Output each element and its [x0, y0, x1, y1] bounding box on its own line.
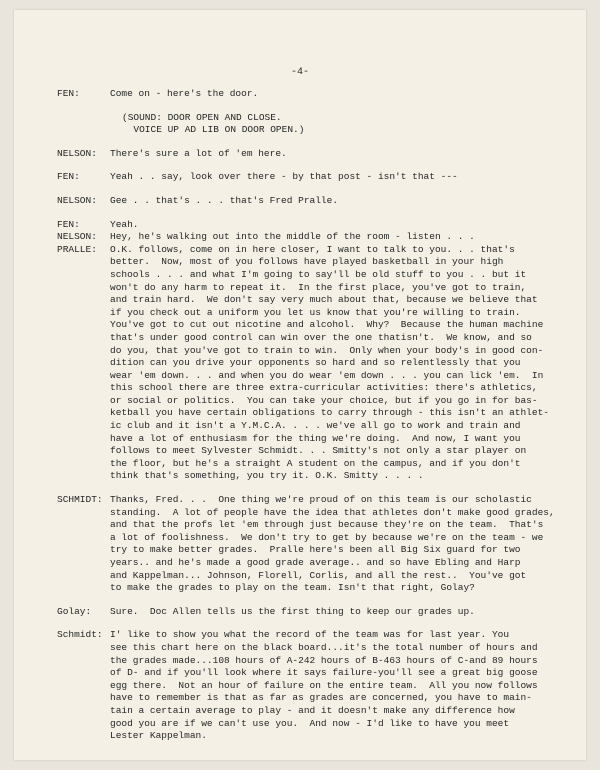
- speaker-name: Schmidt:: [57, 629, 103, 641]
- speaker-name: NELSON:: [57, 231, 97, 243]
- dialogue-line: wear 'em down. . . and when you do wear 'em down . . . you can lick 'em. In: [110, 369, 544, 381]
- dialogue-text: [110, 219, 586, 232]
- dialogue-line: to make the grades to play on the team. Isn't that right, Golay?: [110, 582, 475, 594]
- script-page: [14, 10, 586, 760]
- speaker-name: NELSON:: [57, 147, 97, 159]
- dialogue-line: Come on - here's the door.: [110, 88, 259, 99]
- dialogue-line: Hey, he's walking out into the middle of the room - listen . . .: [110, 231, 475, 243]
- dialogue-text: [110, 494, 586, 595]
- dialogue-line: Yeah . . say, look over there - by that post - isn't that ---: [110, 171, 458, 183]
- page-number: -4-: [290, 67, 309, 78]
- script-body: [14, 88, 586, 754]
- dialogue-line: have to remember is that as far as grades are concerned, you have to main-: [110, 692, 532, 704]
- speaker-name: NELSON:: [57, 194, 97, 206]
- dialogue-text: [110, 195, 586, 208]
- dialogue-text: [110, 231, 586, 244]
- stage-direction: [14, 112, 586, 137]
- dialogue-line: follows to meet Sylvester Schmidt. . . Smitty's not only a star player on: [110, 445, 527, 457]
- dialogue-line: ic club and it isn't a Y.M.C.A. . . . we've all go to work and train and: [110, 420, 521, 432]
- dialogue-block: [14, 219, 586, 232]
- dialogue-line: I' like to show you what the record of the team was for last year. You: [110, 629, 510, 641]
- dialogue-line: that's under good control can win over the one thatisn't. We know, and so: [110, 331, 532, 343]
- dialogue-line: egg there. Not an hour of failure on the entire team. All you now follows: [110, 679, 538, 691]
- dialogue-line: won't do any harm to repeat it. In the first place, you've got to train,: [110, 281, 527, 293]
- speaker-name: SCHMIDT:: [57, 494, 103, 506]
- dialogue-block: [14, 171, 586, 184]
- dialogue-line: schools . . . and what I'm going to say'll be old stuff to you . . but it: [110, 268, 527, 280]
- dialogue-line: Lester Kappelman.: [110, 730, 207, 742]
- dialogue-line: do you, that you've got to train to win. Only when your body's in good con-: [110, 344, 544, 356]
- dialogue-line: or social or politics. You can take your choice, but if you go in for bas-: [110, 394, 538, 406]
- dialogue-line: and train hard. We don't say very much about that, because we believe that: [110, 294, 538, 306]
- dialogue-line: Thanks, Fred. . . One thing we're proud of on this team is our scholastic: [110, 494, 532, 506]
- dialogue-line: think that's something, you try it. O.K. Smitty . . . .: [110, 470, 424, 482]
- dialogue-line: this school there are three extra-curricular activities: there's athletics,: [110, 382, 538, 394]
- dialogue-line: and Kappelman... Johnson, Florell, Corlis, and all the rest.. You've got: [110, 569, 527, 581]
- dialogue-line: tain a certain average to play - and it doesn't make any difference how: [110, 704, 515, 716]
- speaker-name: FEN:: [57, 218, 80, 230]
- dialogue-line: the floor, but he's a straight A student on the campus, and if you don't: [110, 457, 521, 469]
- dialogue-text: [110, 629, 586, 742]
- dialogue-text: [110, 88, 586, 101]
- dialogue-block: [14, 88, 586, 101]
- dialogue-line: dition can you drive your opponents so hard and so relentlessly that you: [110, 357, 521, 369]
- dialogue-line: ketball you have certain obligations to carry through - this isn't an athlet-: [110, 407, 549, 419]
- speaker-name: FEN:: [57, 88, 80, 99]
- dialogue-text: [110, 171, 586, 184]
- dialogue-line: VOICE UP AD LIB ON DOOR OPEN.): [122, 124, 305, 136]
- dialogue-line: There's sure a lot of 'em here.: [110, 147, 287, 159]
- dialogue-text: [110, 244, 586, 483]
- dialogue-line: the grades made...108 hours of A-242 hours of B-463 hours of C-and 89 hours: [110, 654, 538, 666]
- dialogue-line: Sure. Doc Allen tells us the first thing to keep our grades up.: [110, 605, 475, 617]
- dialogue-line: and that the profs let 'em through just because they're on the team. That's: [110, 519, 544, 531]
- dialogue-block: [14, 195, 586, 208]
- dialogue-line: have a lot of enthusiasm for the thing we're doing. And now, I want you: [110, 432, 521, 444]
- dialogue-line: (SOUND: DOOR OPEN AND CLOSE.: [122, 111, 282, 123]
- dialogue-line: of D- and if you'll look where it says failure-you'll see a great big goose: [110, 667, 538, 679]
- dialogue-line: good you are if we can't use you. And now - I'd like to have you meet: [110, 717, 510, 729]
- dialogue-line: if you check out a uniform you let us know that you're willing to train.: [110, 306, 521, 318]
- dialogue-line: standing. A lot of people have the idea that athletes don't make good grades,: [110, 506, 555, 518]
- dialogue-line: Yeah.: [110, 218, 139, 230]
- speaker-name: Golay:: [57, 605, 92, 617]
- dialogue-block: [14, 244, 586, 483]
- dialogue-line: better. Now, most of you follows have played basketball in your high: [110, 256, 504, 268]
- dialogue-line: see this chart here on the black board...it's the total number of hours and: [110, 641, 538, 653]
- speaker-name: FEN:: [57, 171, 80, 183]
- dialogue-line: a lot of foolishness. We don't try to get by because we're on the team - we: [110, 531, 544, 543]
- dialogue-text: [110, 606, 586, 619]
- dialogue-text: [110, 148, 586, 161]
- dialogue-line: years.. and he's made a good grade average.. and so have Ebling and Harp: [110, 557, 521, 568]
- dialogue-line: You've got to cut out nicotine and alcohol. Why? Because the human machine: [110, 319, 544, 331]
- dialogue-line: Gee . . that's . . . that's Fred Pralle.: [110, 194, 339, 206]
- dialogue-block: [14, 231, 586, 244]
- dialogue-block: [14, 494, 586, 595]
- dialogue-line: O.K. follows, come on in here closer, I want to talk to you. . . that's: [110, 243, 515, 255]
- dialogue-line: try to make better grades. Pralle here's been all Big Six guard for two: [110, 544, 521, 556]
- dialogue-block: [14, 606, 586, 619]
- dialogue-block: [14, 629, 586, 742]
- speaker-name: PRALLE:: [57, 243, 97, 255]
- dialogue-block: [14, 148, 586, 161]
- dialogue-text: [122, 112, 586, 137]
